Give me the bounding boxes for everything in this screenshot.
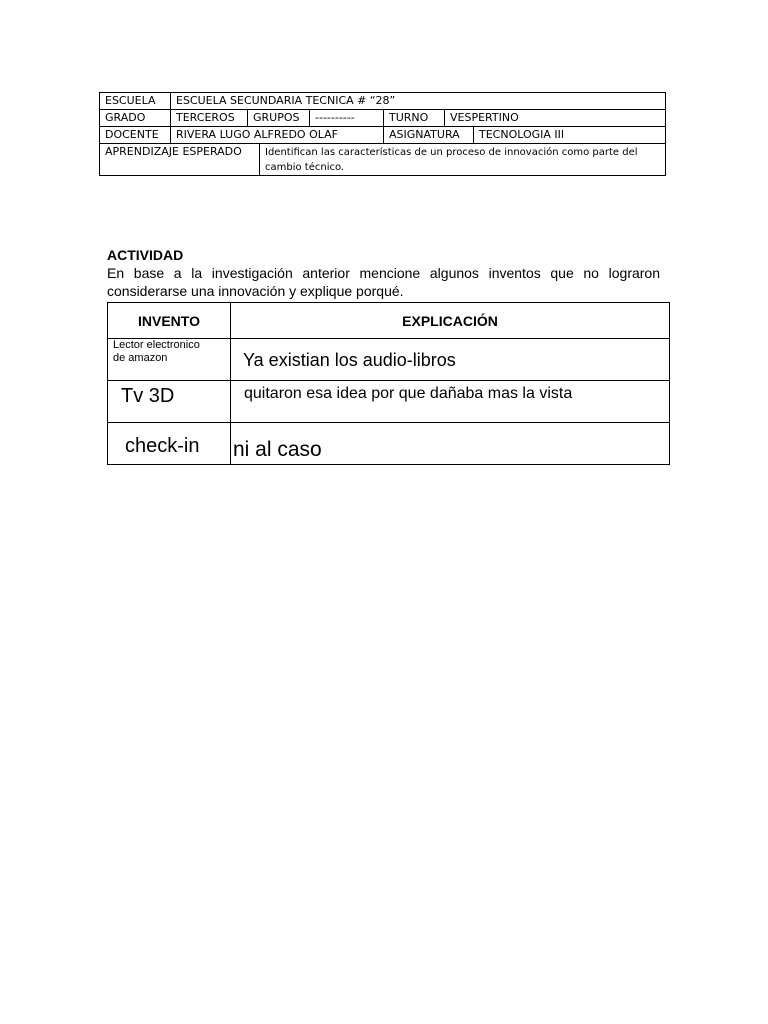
escuela-value: ESCUELA SECUNDARIA TECNICA # “28”: [171, 93, 666, 110]
teacher-row: [100, 127, 666, 144]
grupos-label: GRUPOS: [248, 110, 310, 127]
grado-label: GRADO: [100, 110, 171, 127]
docente-value: RIVERA LUGO ALFREDO OLAF: [171, 127, 384, 144]
invento-text: Lector electronico de amazon: [113, 339, 200, 364]
learning-row: [100, 144, 666, 176]
invento-text: Tv 3D: [121, 385, 175, 407]
grade-row: [100, 110, 666, 127]
invento-text: check-in: [125, 435, 200, 457]
activity-instructions: En base a la investigación anterior mencione algunos inventos que no lograron considerarse una innovación y explique porqué.: [107, 265, 660, 299]
explicacion-cell: [231, 423, 670, 465]
explicacion-text: quitaron esa idea por que dañaba mas la vista: [244, 385, 573, 402]
explicacion-text: ni al caso: [233, 438, 322, 461]
asignatura-value: TECNOLOGIA III: [474, 127, 666, 144]
invento-cell: [108, 339, 231, 381]
asignatura-label: ASIGNATURA: [384, 127, 474, 144]
aprendizaje-value: Identifican las características de un proceso de innovación como parte del cambio técnico.: [260, 144, 666, 176]
school-info-table: [99, 92, 666, 176]
column-header-invento: INVENTO: [108, 303, 231, 339]
grado-value: TERCEROS: [171, 110, 248, 127]
explicacion-cell: [231, 381, 670, 423]
school-row: [100, 93, 666, 110]
explicacion-cell: [231, 339, 670, 381]
table-row: [108, 339, 670, 381]
invento-cell: [108, 381, 231, 423]
table-header-row: [108, 303, 670, 339]
table-row: [108, 423, 670, 465]
invento-cell: [108, 423, 231, 465]
explicacion-text: Ya existian los audio-libros: [243, 350, 456, 370]
grupos-value: ----------: [310, 110, 384, 127]
turno-label: TURNO: [384, 110, 445, 127]
escuela-label: ESCUELA: [100, 93, 171, 110]
activity-title: ACTIVIDAD: [107, 247, 184, 263]
inventions-table: [107, 302, 670, 465]
docente-label: DOCENTE: [100, 127, 171, 144]
aprendizaje-label: APRENDIZAJE ESPERADO: [100, 144, 260, 176]
column-header-explicacion: EXPLICACIÓN: [231, 303, 670, 339]
table-row: [108, 381, 670, 423]
turno-value: VESPERTINO: [445, 110, 666, 127]
